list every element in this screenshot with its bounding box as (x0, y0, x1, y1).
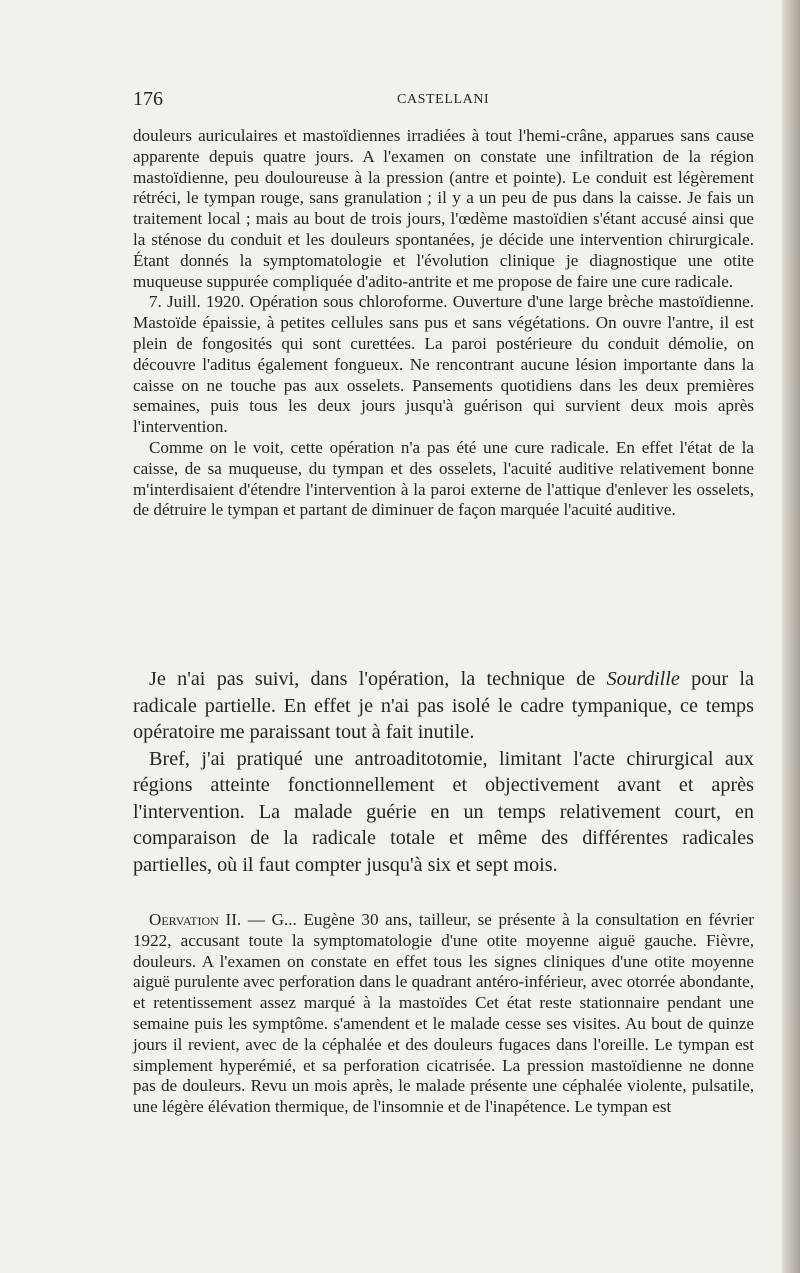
commentary-text: pour la radicale partielle. En effet je n'ai pas isolé le cadre tympanique, ce temps opératoire me paraissant tout à fait inutile. (133, 668, 754, 743)
commentary (133, 666, 754, 878)
page-header (133, 88, 732, 112)
page-number: 176 (133, 88, 163, 110)
observation-label: Oervation II. (149, 910, 242, 929)
case-paragraph-2: 7. Juill. 1920. Opération sous chloroforme. Ouverture d'une large brèche mastoïdienne. Mastoïde épaissie, à petites cellules sans pus et sans végétations. On ouvre l'antre, il est plein de fongosités qui sont curettées. La paroi postérieure du conduit démolie, on découvre l'aditus également fongueux. Ne rencontrant aucune lésion importante dans la caisse on ne touche pas aux osselets. Pansements quotidiens dans les deux premières semaines, puis tous les deux jours jusqu'à guérison qui survient deux mois après l'intervention. (133, 292, 754, 437)
commentary-paragraph-1 (133, 666, 754, 746)
page-edge (782, 0, 800, 1273)
observation-section (133, 910, 754, 1118)
case-paragraph-1: douleurs auriculaires et mastoïdiennes irradiées à tout l'hemi-crâne, apparues sans cause apparente depuis quatre jours. A l'examen on constate une infiltration de la région mastoïdienne, peu douloureuse à la pression (antre et pointe). Le conduit est légèrement rétréci, le tympan rouge, sans granulation ; il y a un peu de pus dans la caisse. Je fais un traitement local ; mais au bout de trois jours, l'œdème mastoïdien s'étant accusé ainsi que la sténose du conduit et les douleurs spontanées, je décide une intervention chirurgicale. Étant donnés la symptomatologie et l'évolution clinique je diagnostique une otite muqueuse suppurée compliquée d'adito-antrite et me propose de faire une cure radicale. (133, 126, 754, 291)
commentary-text: Je n'ai pas suivi, dans l'opération, la technique de (149, 668, 607, 690)
observation-paragraph (133, 910, 754, 1118)
running-head: CASTELLANI (397, 92, 490, 107)
author-name: Sourdille (606, 668, 680, 690)
observation-text: — G... Eugène 30 ans, tailleur, se présente à la consultation en février 1922, accusant toute la symptomatologie d'une otite moyenne aiguë gauche. Fièvre, douleurs. A l'examen on constate en effet tous les signes cliniques d'une otite moyenne aiguë purulente avec perforation dans le quadrant antéro-inférieur, avec otorrée abondante, et retentissement assez marqué à la mastoïdes Cet état reste stationnaire pendant une semaine puis les symptôme. s'amendent et le malade cesse ses visites. Au bout de quinze jours il revient, avec de la céphalée et des douleurs fugaces dans l'oreille. Le tympan est simplement hyperémié, et sa perforation cicatrisée. La pression mastoïdienne ne donne pas de douleurs. Revu un mois après, le malade présente une céphalée violente, pulsatile, une légère élévation thermique, de l'insomnie et de l'inapétence. Le tympan est (133, 910, 754, 1117)
commentary-paragraph-2: Bref, j'ai pratiqué une antroaditotomie, limitant l'acte chirurgical aux régions atteinte fonctionnellement et objectivement avant et après l'intervention. La malade guérie en un temps relativement court, en comparaison de la radicale totale et même des différentes radicales partielles, où il faut compter jusqu'à six et sept mois. (133, 747, 754, 876)
case-report (133, 126, 754, 521)
case-paragraph-3: Comme on le voit, cette opération n'a pas été une cure radicale. En effet l'état de la caisse, de sa muqueuse, du tympan et des osselets, l'acuité auditive relativement bonne m'interdisaient d'étendre l'intervention à la paroi externe de l'attique d'enlever les osselets, de détruire le tympan et partant de diminuer de façon marquée l'acuité auditive. (133, 437, 754, 520)
